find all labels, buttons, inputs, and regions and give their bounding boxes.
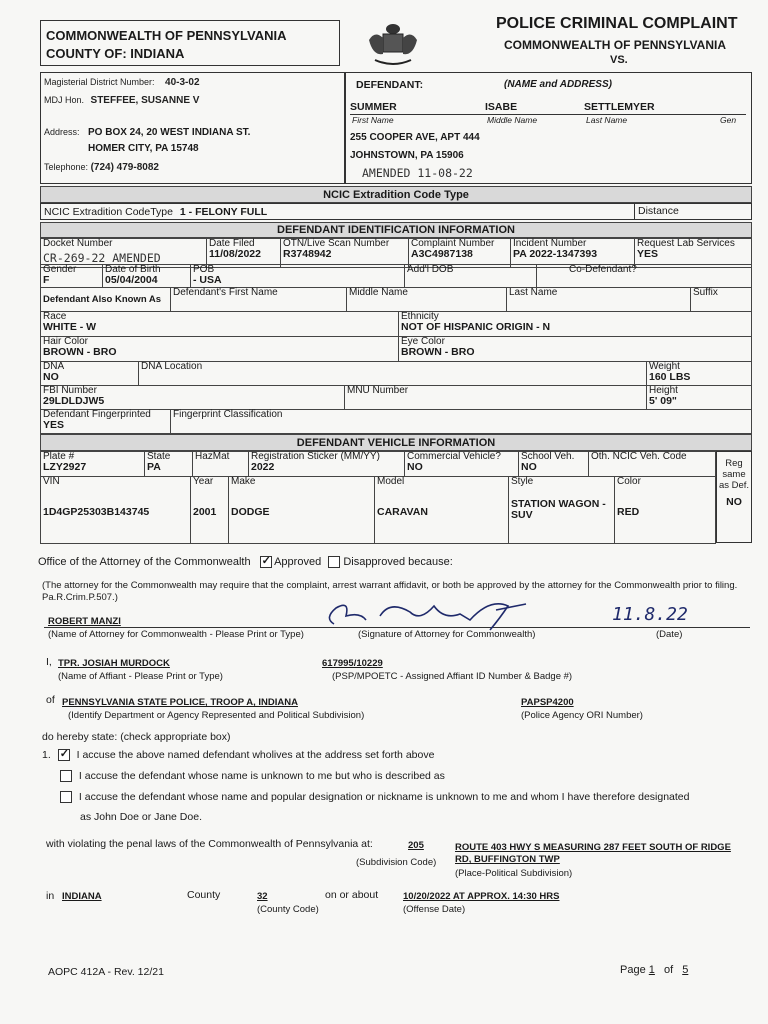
address-line-1: PO BOX 24, 20 WEST INDIANA ST. <box>88 127 251 138</box>
defendant-addr-2: JOHNSTOWN, PA 15906 <box>350 150 464 161</box>
option-3b: as John Doe or Jane Doe. <box>80 811 202 823</box>
affiant-id-caption: (PSP/MPOETC - Assigned Affiant ID Number & Badge #) <box>332 671 573 682</box>
subdivision-caption: (Subdivision Code) <box>356 857 437 868</box>
affiant-name-caption: (Name of Affiant - Please Print or Type) <box>58 671 223 682</box>
offense-date: 10/20/2022 AT APPROX. 14:30 HRS <box>403 891 560 902</box>
address-label: Address: <box>44 127 80 137</box>
ident-table-6: FBI Number 29LDLDJW5 MNU Number Height 5' 09" <box>40 385 752 410</box>
mdj-line: MDJ Hon. STEFFEE, SUSANNE V <box>44 95 200 106</box>
violation-county: INDIANA <box>62 891 102 902</box>
affiant-dept: PENNSYLVANIA STATE POLICE, TROOP A, INDIANA <box>62 697 298 708</box>
county-code: 32 <box>257 891 268 902</box>
disapproved-checkbox[interactable] <box>328 556 340 568</box>
ncic-header: NCIC Extradition Code Type <box>40 186 752 203</box>
defendant-last: SETTLEMYER <box>584 101 655 113</box>
affiant-name: TPR. JOSIAH MURDOCK <box>58 658 170 669</box>
docket-number: CR-269-22 AMENDED <box>43 251 161 265</box>
complaint-subtitle: COMMONWEALTH OF PENNSYLVANIA <box>504 38 726 52</box>
option-3: I accuse the defendant whose name and popular designation or nickname is unknown to me and whom I have therefore designated <box>60 791 689 803</box>
ident-table-2: Gender F Date of Birth 05/04/2004 POB - USA Add'l DOB Co-Defendant? <box>40 264 752 288</box>
complaint-title: POLICE CRIMINAL COMPLAINT <box>496 15 738 32</box>
place-caption: (Place-Political Subdivision) <box>455 868 573 879</box>
affiant-ori: PAPSP4200 <box>521 697 574 708</box>
ident-table-7: Defendant Fingerprinted YES Fingerprint Classification <box>40 409 752 434</box>
ident-header: DEFENDANT IDENTIFICATION INFORMATION <box>40 222 752 238</box>
vehicle-table-2: VIN 1D4GP25303B143745 Year 2001 Make DODGE Model CARAVAN Style STATION WAGON - SUV Color RED <box>40 476 716 544</box>
of-label: of <box>46 694 55 706</box>
vehicle-table-1: Plate # LZY2927 State PA HazMat Registration Sticker (MM/YY) 2022 Commercial Vehicle? NO School Veh. NO Oth. NCIC Veh. Code <box>40 451 716 477</box>
defendant-addr-1: 255 COOPER AVE, APT 444 <box>350 132 480 143</box>
attorney-name-caption: (Name of Attorney for Commonwealth - Please Print or Type) <box>48 629 304 640</box>
page-indicator: Page 1 of 5 <box>620 964 689 976</box>
gen-caption: Gen <box>720 115 737 125</box>
dept-caption: (Identify Department or Agency Represented and Political Subdivision) <box>68 710 365 721</box>
vehicle-header: DEFENDANT VEHICLE INFORMATION <box>40 434 752 451</box>
vs-label: VS. <box>610 54 628 66</box>
attorney-note: (The attorney for the Commonwealth may require that the complaint, arrest warrant affidavit, or both be approved by the attorney for the Commonwealth prior to filing. Pa.R.Crim.P.507.) <box>42 580 738 603</box>
pa-seal-icon <box>365 20 421 68</box>
attorney-date: 11.8.22 <box>612 604 688 625</box>
affiant-id: 617995/10229 <box>322 658 383 669</box>
offense-date-caption: (Offense Date) <box>403 904 466 915</box>
commonwealth-header: COMMONWEALTH OF PENNSYLVANIA <box>46 28 287 43</box>
ident-table-4: Race WHITE - W Ethnicity NOT OF HISPANIC ORIGIN - N Hair Color BROWN - BRO Eye Color BROWN - BRO <box>40 311 752 362</box>
ncic-value-line: NCIC Extradition CodeType 1 - FELONY FULL <box>44 206 268 218</box>
attorney-name: ROBERT MANZI <box>48 616 121 627</box>
distance-label: Distance <box>638 205 679 217</box>
subdivision-code: 205 <box>408 840 424 851</box>
page-number: 1 <box>648 964 655 976</box>
option-1-checkbox[interactable] <box>58 749 70 761</box>
defendant-label: DEFENDANT: <box>356 79 424 91</box>
ori-caption: (Police Agency ORI Number) <box>521 710 643 721</box>
option-1: 1. ✓ I accuse the above named defendant wholives at the address set forth above <box>42 749 434 761</box>
amended-stamp: AMENDED 11-08-22 <box>362 166 473 180</box>
first-name-caption: First Name <box>352 115 394 125</box>
ident-table-5: DNA NO DNA Location Weight 160 LBS <box>40 361 752 386</box>
name-underline <box>350 114 746 115</box>
ident-table-3: Defendant Also Known As Defendant's First Name Middle Name Last Name Suffix <box>40 287 752 312</box>
violation-text: with violating the penal laws of the Commonwealth of Pennsylvania at: <box>46 838 373 850</box>
ident-table-1: Docket Number CR-269-22 AMENDED Date Filed 11/08/2022 OTN/Live Scan Number R3748942 Complaint Number A3C4987138 Incident Number PA 2022-1347393 Request Lab Services YES <box>40 238 752 268</box>
defendant-first: SUMMER <box>350 101 397 113</box>
name-address-label: (NAME and ADDRESS) <box>504 79 612 90</box>
ncic-divider <box>634 203 635 220</box>
attorney-office-line: Office of the Attorney of the Commonwealth ✓ Approved Disapproved because: <box>38 556 453 568</box>
place-line-2: RD, BUFFINGTON TWP <box>455 854 560 865</box>
option-2: I accuse the defendant whose name is unknown to me but who is described as <box>60 770 445 782</box>
form-number: AOPC 412A - Rev. 12/21 <box>48 966 164 978</box>
middle-name-caption: Middle Name <box>487 115 538 125</box>
state-line: do hereby state: (check appropriate box) <box>42 731 231 743</box>
county-code-caption: (County Code) <box>257 904 319 915</box>
reg-same-cell: Reg same as Def. NO <box>716 451 752 543</box>
address-line-2: HOMER CITY, PA 15748 <box>88 143 199 154</box>
telephone-line: Telephone: (724) 479-8082 <box>44 162 159 173</box>
county-word: County <box>187 889 221 901</box>
defendant-middle: ISABE <box>485 101 518 113</box>
option-3-checkbox[interactable] <box>60 791 72 803</box>
last-name-caption: Last Name <box>586 115 628 125</box>
date-caption: (Date) <box>656 629 683 640</box>
option-2-checkbox[interactable] <box>60 770 72 782</box>
place-line-1: ROUTE 403 HWY S MEASURING 287 FEET SOUTH OF RIDGE <box>455 842 731 853</box>
page-total: 5 <box>682 964 689 976</box>
county-line: COUNTY OF: INDIANA <box>46 46 185 61</box>
in-label: in <box>46 890 55 902</box>
on-about-label: on or about <box>325 889 379 901</box>
signature-caption: (Signature of Attorney for Commonwealth) <box>358 629 536 640</box>
affiant-i-label: I, <box>46 656 52 668</box>
district-line: Magisterial District Number: 40-3-02 <box>44 77 200 88</box>
approved-checkbox[interactable] <box>260 556 272 568</box>
